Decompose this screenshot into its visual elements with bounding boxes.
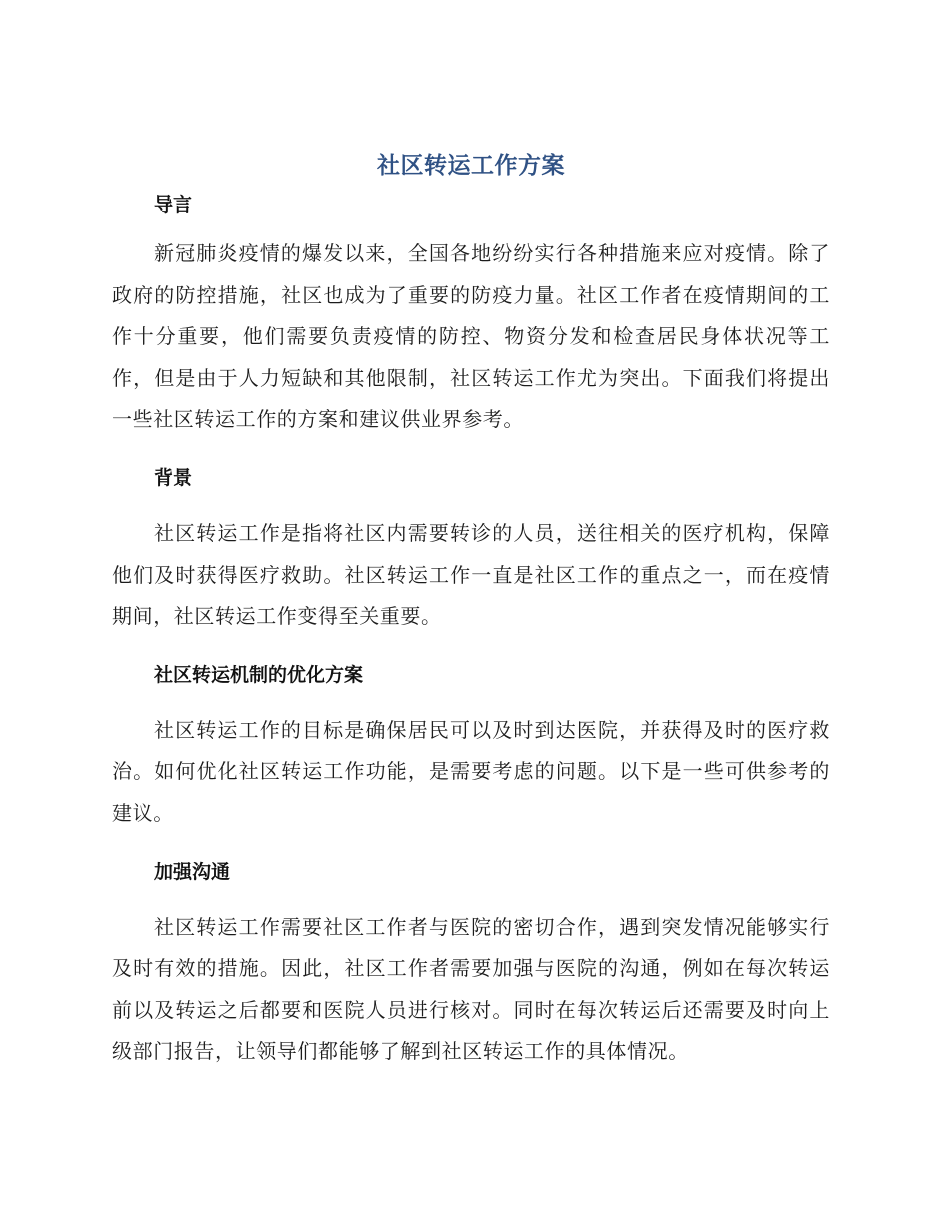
section-background: [112, 461, 830, 638]
section-heading-communication: 加强沟通: [154, 860, 231, 883]
section-heading-optimization: 社区转运机制的优化方案: [154, 663, 364, 686]
document-page: [112, 0, 830, 1073]
section-paragraph-communication: 社区转运工作需要社区工作者与医院的密切合作，遇到突发情况能够实行及时有效的措施。因此，社区工作者需要加强与医院的沟通，例如在每次转运前以及转运之后都要和医院人员进行核对。同时在每次转运后还需要及时向上级部门报告，让领导们都能够了解到社区转运工作的具体情况。: [112, 914, 830, 1064]
section-communication: [112, 855, 830, 1073]
section-intro: [112, 188, 830, 441]
section-paragraph-background: 社区转运工作是指将社区内需要转诊的人员，送往相关的医疗机构，保障他们及时获得医疗救助。社区转运工作一直是社区工作的重点之一，而在疫情期间，社区转运工作变得至关重要。: [112, 520, 830, 629]
section-optimization: [112, 658, 830, 835]
section-paragraph-intro: 新冠肺炎疫情的爆发以来，全国各地纷纷实行各种措施来应对疫情。除了政府的防控措施，社区也成为了重要的防疫力量。社区工作者在疫情期间的工作十分重要，他们需要负责疫情的防控、物资分发和检查居民身体状况等工作，但是由于人力短缺和其他限制，社区转运工作尤为突出。下面我们将提出一些社区转运工作的方案和建议供业界参考。: [112, 241, 830, 432]
document-title: 社区转运工作方案: [377, 153, 565, 179]
section-heading-intro: 导言: [154, 194, 193, 216]
section-paragraph-optimization: 社区转运工作的目标是确保居民可以及时到达医院，并获得及时的医疗救治。如何优化社区转运工作功能，是需要考虑的问题。以下是一些可供参考的建议。: [112, 717, 830, 825]
section-heading-background: 背景: [154, 466, 193, 489]
